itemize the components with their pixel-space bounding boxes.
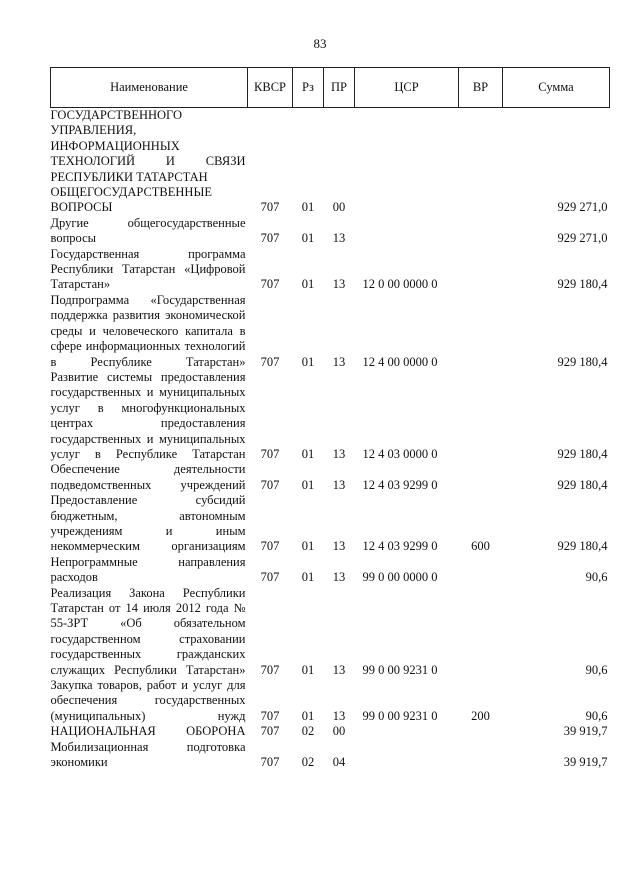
cell-sum: 39 919,7: [563, 724, 608, 739]
cell-vr: [459, 293, 503, 370]
cell-sum: 39 919,7: [563, 755, 608, 770]
cell-csr: [355, 740, 459, 771]
cell-csr: 12 4 03 0000 0: [362, 446, 438, 461]
column-header-rz: Рз: [293, 68, 324, 108]
table-row: [51, 724, 610, 739]
cell-rz: 01: [301, 231, 315, 246]
cell-rz: 01: [301, 477, 315, 492]
cell-rz: 01: [301, 200, 315, 215]
cell-pr: 13: [332, 708, 346, 723]
cell-csr: 12 4 00 0000 0: [362, 354, 438, 369]
page-number: 83: [313, 36, 327, 51]
cell-kvsr: 707: [260, 231, 280, 246]
cell-name: Непрограммные направления расходов: [50, 554, 246, 585]
cell-kvsr: 707: [260, 662, 280, 677]
cell-csr: 99 0 00 0000 0: [362, 570, 438, 585]
table-row: [51, 293, 610, 370]
cell-sum: 929 271,0: [557, 200, 608, 215]
cell-pr: 13: [332, 477, 346, 492]
cell-vr: 600: [471, 539, 490, 554]
cell-name: Обеспечение деятельности подведомственных учреждений: [50, 462, 246, 492]
table-row: [51, 108, 610, 186]
cell-vr: [459, 724, 503, 739]
cell-sum: 929 180,4: [557, 446, 608, 461]
cell-sum: 90,6: [585, 570, 608, 585]
table-row: [51, 678, 610, 724]
cell-pr: 00: [332, 724, 346, 739]
cell-vr: [459, 247, 503, 293]
cell-sum: 90,6: [585, 662, 608, 677]
cell-sum: 929 271,0: [557, 231, 608, 246]
cell-csr: 12 0 00 0000 0: [362, 277, 438, 292]
cell-kvsr: 707: [260, 277, 280, 292]
cell-kvsr: 707: [260, 539, 280, 554]
cell-csr: 99 0 00 9231 0: [362, 662, 438, 677]
cell-name: Другие общегосударственные вопросы: [50, 215, 246, 246]
cell-sum: 929 180,4: [557, 539, 608, 554]
table-row: [51, 462, 610, 493]
column-header-pr: ПР: [324, 68, 355, 108]
cell-pr: [324, 108, 355, 186]
cell-pr: 13: [332, 231, 346, 246]
cell-vr: [459, 740, 503, 771]
cell-rz: 01: [301, 662, 315, 677]
cell-sum: [503, 108, 610, 186]
budget-table: [50, 67, 610, 770]
cell-name: Подпрограмма «Государственная поддержка развития экономической среды и человеческого капитала в сфере информационных технологий в Республике Татарстан»: [50, 292, 246, 369]
cell-name: Предоставление субсидий бюджетным, автономным учреждениям и иным некоммерческим организациям: [50, 493, 246, 554]
cell-sum: 929 180,4: [557, 477, 608, 492]
cell-csr: 12 4 03 9299 0: [362, 539, 438, 554]
cell-kvsr: [248, 108, 293, 186]
table-row: [51, 185, 610, 216]
cell-vr: [459, 555, 503, 586]
cell-pr: 00: [332, 200, 346, 215]
cell-kvsr: 707: [260, 477, 280, 492]
cell-kvsr: 707: [260, 755, 280, 770]
cell-name: Реализация Закона Республики Татарстан от 14 июля 2012 года № 55-ЗРТ «Об обязательном государственном страховании государственных гражданских служащих Республики Татарстан»: [50, 585, 246, 677]
cell-name: ОБЩЕГОСУДАРСТВЕННЫЕ ВОПРОСЫ: [50, 185, 212, 215]
cell-kvsr: 707: [260, 354, 280, 369]
cell-csr: [355, 185, 459, 216]
cell-vr: [459, 586, 503, 678]
cell-kvsr: 707: [260, 446, 280, 461]
cell-rz: 01: [301, 570, 315, 585]
cell-sum: 90,6: [585, 708, 608, 723]
cell-sum: 929 180,4: [557, 354, 608, 369]
column-header-vr: ВР: [459, 68, 503, 108]
cell-rz: [293, 108, 324, 186]
cell-csr: [355, 216, 459, 247]
cell-name: ГОСУДАРСТВЕННОГО УПРАВЛЕНИЯ, ИНФОРМАЦИОННЫХ ТЕХНОЛОГИЙ И СВЯЗИ РЕСПУБЛИКИ ТАТАРСТАН: [50, 108, 246, 184]
table-row: [51, 247, 610, 293]
cell-rz: 01: [301, 539, 315, 554]
cell-kvsr: 707: [260, 724, 280, 739]
cell-vr: [459, 185, 503, 216]
cell-csr: 99 0 00 9231 0: [362, 708, 438, 723]
cell-pr: 04: [332, 755, 346, 770]
cell-vr: 200: [471, 708, 490, 723]
cell-vr: [459, 370, 503, 462]
cell-rz: 02: [301, 724, 315, 739]
cell-name: Закупка товаров, работ и услуг для обеспечения государственных (муниципальных) нужд: [50, 678, 246, 723]
cell-pr: 13: [332, 277, 346, 292]
column-header-sum: Сумма: [503, 68, 610, 108]
table-row: [51, 555, 610, 586]
column-header-name: Наименование: [51, 68, 248, 108]
cell-vr: [459, 216, 503, 247]
cell-name: НАЦИОНАЛЬНАЯ ОБОРОНА: [50, 724, 246, 739]
cell-pr: 13: [332, 446, 346, 461]
cell-name: Развитие системы предоставления государственных и муниципальных услуг в многофункциональных центрах предоставления государственных и муниципальных услуг в Республике Татарстан: [50, 369, 246, 461]
cell-kvsr: 707: [260, 200, 280, 215]
cell-kvsr: 707: [260, 570, 280, 585]
cell-rz: 01: [301, 354, 315, 369]
cell-kvsr: 707: [260, 708, 280, 723]
cell-rz: 01: [301, 708, 315, 723]
table-row: [51, 493, 610, 555]
table-row: [51, 740, 610, 771]
table-body: [51, 108, 610, 771]
cell-pr: 13: [332, 662, 346, 677]
cell-csr: 12 4 03 9299 0: [362, 477, 438, 492]
cell-vr: [459, 462, 503, 493]
cell-csr: [355, 108, 459, 186]
cell-pr: 13: [332, 354, 346, 369]
table-header-row: [51, 68, 610, 108]
cell-rz: 01: [301, 277, 315, 292]
cell-pr: 13: [332, 539, 346, 554]
cell-rz: 02: [301, 755, 315, 770]
cell-pr: 13: [332, 570, 346, 585]
column-header-csr: ЦСР: [355, 68, 459, 108]
cell-name: Государственная программа Республики Татарстан «Цифровой Татарстан»: [50, 246, 246, 292]
table-row: [51, 370, 610, 462]
table-row: [51, 216, 610, 247]
column-header-kvsr: КВСР: [248, 68, 293, 108]
cell-rz: 01: [301, 446, 315, 461]
cell-csr: [355, 724, 459, 739]
cell-vr: [459, 108, 503, 186]
cell-name: Мобилизационная подготовка экономики: [50, 739, 246, 770]
table-row: [51, 586, 610, 678]
cell-sum: 929 180,4: [557, 277, 608, 292]
